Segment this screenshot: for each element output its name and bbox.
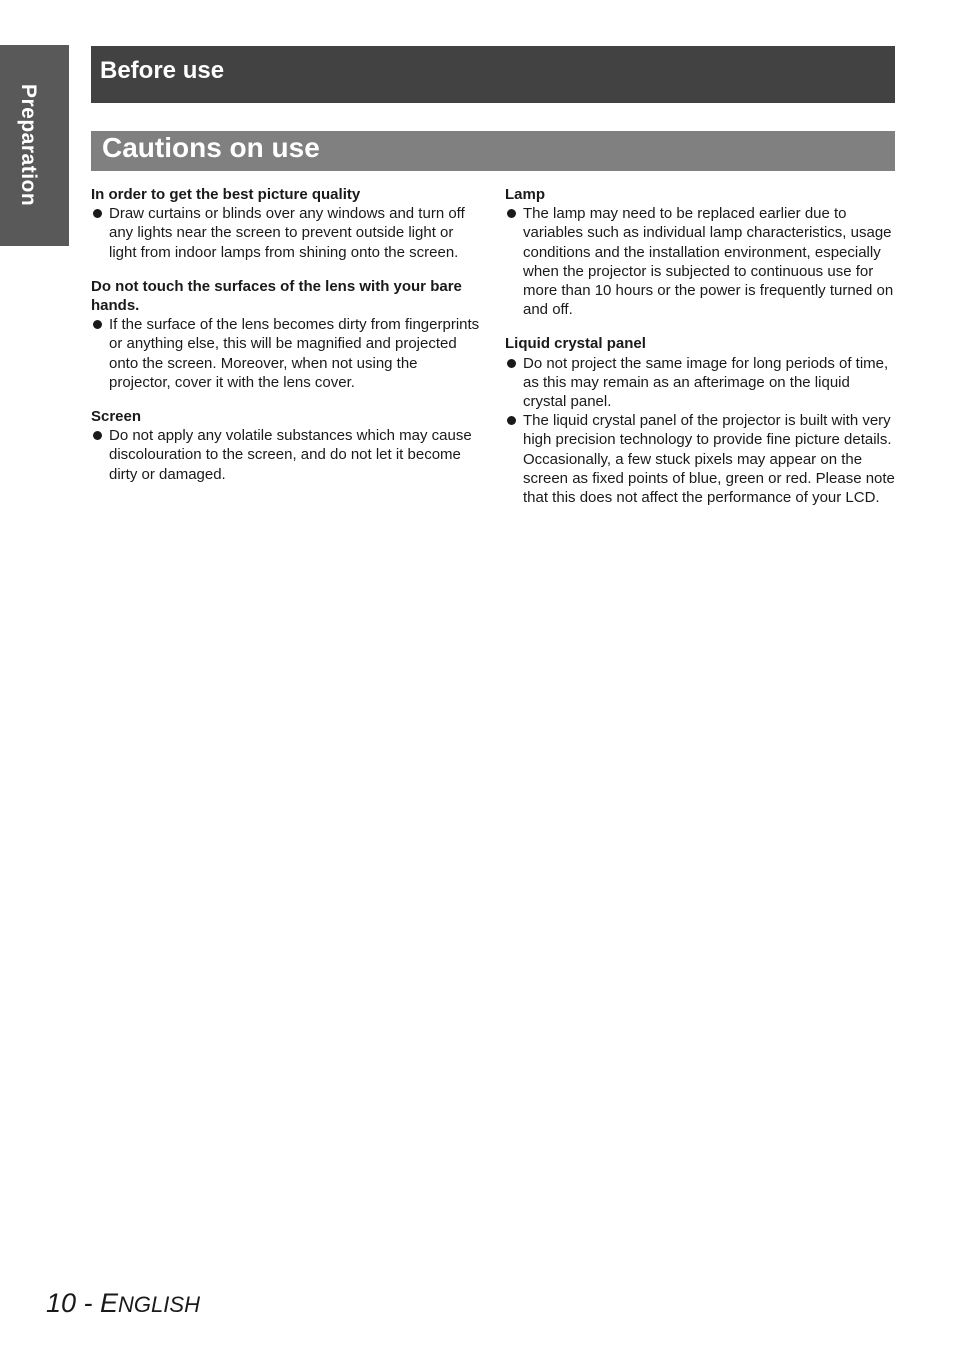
right-column (505, 185, 897, 522)
section-title: Before use (100, 57, 225, 84)
section-lamp (505, 185, 897, 319)
left-column (91, 185, 483, 499)
bullet-icon (93, 209, 102, 218)
page-number: 10 - (46, 1288, 101, 1318)
bullet-item (91, 315, 483, 392)
footer-language-rest: NGLISH (118, 1292, 200, 1317)
bullet-item (505, 411, 897, 507)
section-lens (91, 277, 483, 392)
bullet-icon (507, 359, 516, 368)
section-heading: Lamp (505, 186, 546, 203)
section-heading: In order to get the best picture quality (91, 186, 361, 203)
bullet-icon (93, 320, 102, 329)
bullet-text: The liquid crystal panel of the projector is built with very high precision technology to provide fine picture details. Occasionally, a few stuck pixels may appear on the screen as fixed points of blue, green or red. Please note that this does not affect the performance of your LCD. (523, 412, 895, 507)
bullet-text: Do not project the same image for long periods of time, as this may remain as an afterimage on the liquid crystal panel. (523, 354, 889, 411)
section-heading: Screen (91, 408, 142, 426)
page-title: Cautions on use (102, 132, 320, 163)
page-title-banner (91, 131, 895, 171)
bullet-item (91, 426, 483, 484)
bullet-item (505, 354, 897, 412)
bullet-icon (507, 209, 516, 218)
page-footer (46, 1288, 200, 1319)
bullet-item (505, 204, 897, 319)
section-banner (91, 46, 895, 103)
bullet-item (91, 204, 483, 262)
bullet-icon (507, 416, 516, 425)
bullet-text: Do not apply any volatile substances which may cause discolouration to the screen, and do not let it become dirty or damaged. (109, 427, 472, 483)
bullet-icon (93, 431, 102, 440)
section-heading: Do not touch the surfaces of the lens with your bare hands. (91, 277, 462, 315)
side-tab-label: Preparation (17, 84, 40, 207)
footer-language-initial: E (100, 1288, 119, 1318)
section-lcd-panel (505, 334, 897, 507)
section-screen (91, 407, 483, 484)
section-heading: Liquid crystal panel (505, 335, 646, 353)
bullet-text: Draw curtains or blinds over any windows and turn off any lights near the screen to prevent outside light or light from indoor lamps from shining onto the screen. (109, 205, 465, 261)
bullet-text: The lamp may need to be replaced earlier due to variables such as individual lamp characteristics, usage conditions and the installation environment, especially when the projector is subjected to continuous use for more than 10 hours or the power is frequently turned on and off. (523, 205, 894, 319)
section-picture-quality (91, 185, 483, 262)
bullet-text: If the surface of the lens becomes dirty from fingerprints or anything else, this will be magnified and projected onto the screen. Moreover, when not using the projector, cover it with the lens cover. (109, 316, 480, 391)
